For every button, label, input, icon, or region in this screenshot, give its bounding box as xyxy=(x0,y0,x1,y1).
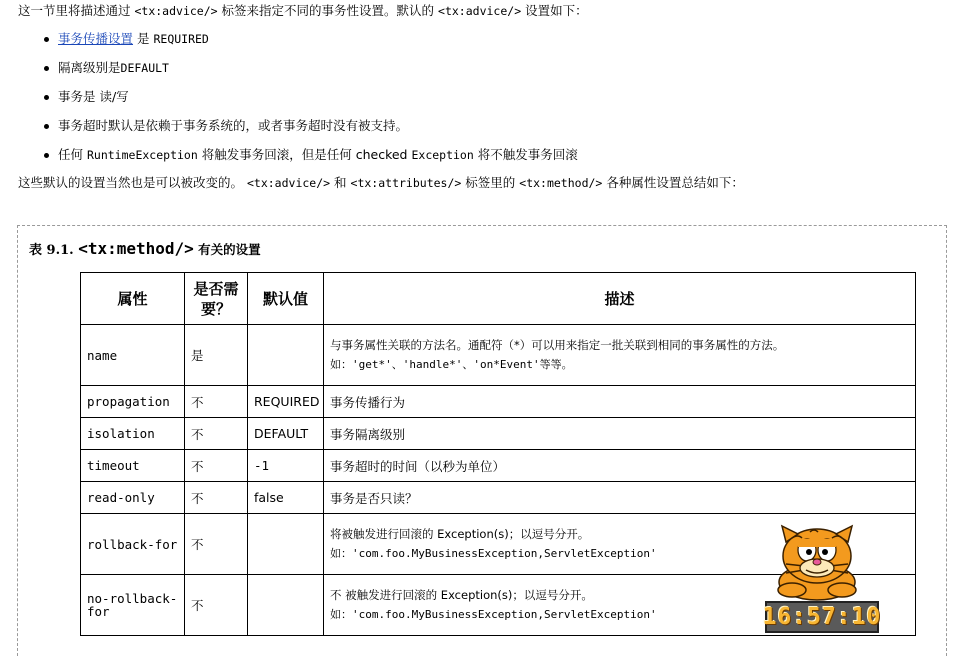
cell-default: false xyxy=(248,482,324,514)
table-row xyxy=(81,418,916,450)
cell-attr: read-only xyxy=(81,482,185,514)
clock-time: 16:57:10 xyxy=(762,604,882,630)
cell-desc: 事务超时的时间（以秒为单位） xyxy=(324,450,916,482)
cell-desc: 事务隔离级别 xyxy=(324,418,916,450)
cell-required: 不 xyxy=(185,418,248,450)
list-item: 事务超时默认是依赖于事务系统的，或者事务超时没有被支持。 xyxy=(18,117,578,146)
list-item: 事务是 读/写 xyxy=(18,88,578,117)
summary-paragraph: 这些默认的设置当然也是可以被改变的。 <tx:advice/> 和 <tx:attributes/> 标签里的 <tx:method/> 各种属性设置总结如下： xyxy=(18,175,744,190)
table-row xyxy=(81,325,916,386)
table-row xyxy=(81,450,916,482)
cell-required: 是 xyxy=(185,325,248,386)
table-caption: 表 9.1. <tx:method/> 有关的设置 xyxy=(29,239,261,258)
table-row xyxy=(81,386,916,418)
cell-desc: 将被触发进行回滚的 Exception(s)；以逗号分开。 如：'com.foo.MyBusinessException,ServletException' xyxy=(324,514,916,575)
cell-default xyxy=(248,575,324,636)
cell-required: 不 xyxy=(185,450,248,482)
defaults-list xyxy=(18,30,578,175)
table-header-row xyxy=(81,273,916,325)
cell-attr: timeout xyxy=(81,450,185,482)
cell-required: 不 xyxy=(185,386,248,418)
cell-default xyxy=(248,514,324,575)
cell-required: 不 xyxy=(185,514,248,575)
header-description: 描述 xyxy=(324,273,916,325)
cell-attr: rollback-for xyxy=(81,514,185,575)
header-attribute: 属性 xyxy=(81,273,185,325)
desktop-clock xyxy=(762,601,882,633)
propagation-link[interactable]: 事务传播设置 xyxy=(58,31,134,46)
cell-default: REQUIRED xyxy=(248,386,324,418)
cell-attr: no-rollback-for xyxy=(81,575,185,636)
garfield-mascot-icon xyxy=(770,520,865,602)
cell-desc: 不 被触发进行回滚的 Exception(s)；以逗号分开。 如：'com.foo.MyBusinessException,ServletException' xyxy=(324,575,916,636)
cell-default: -1 xyxy=(248,450,324,482)
header-default: 默认值 xyxy=(248,273,324,325)
list-item: 事务传播设置 是 REQUIRED xyxy=(18,30,578,59)
cell-attr: isolation xyxy=(81,418,185,450)
intro-paragraph: 这一节里将描述通过 <tx:advice/> 标签来指定不同的事务性设置。默认的 <tx:advice/> 设置如下： xyxy=(18,3,588,18)
cell-attr: name xyxy=(81,325,185,386)
header-required: 是否需要？ xyxy=(185,273,248,325)
cell-desc: 事务是否只读？ xyxy=(324,482,916,514)
cell-required: 不 xyxy=(185,575,248,636)
list-item: 任何 RuntimeException 将触发事务回滚，但是任何 checked Exception 将不触发事务回滚 xyxy=(18,146,578,175)
table-row xyxy=(81,482,916,514)
cell-desc: 与事务属性关联的方法名。通配符（*）可以用来指定一批关联到相同的事务属性的方法。 如：'get*'、'handle*'、'on*Event'等等。 xyxy=(324,325,916,386)
cell-default: DEFAULT xyxy=(248,418,324,450)
cell-required: 不 xyxy=(185,482,248,514)
cell-desc: 事务传播行为 xyxy=(324,386,916,418)
cell-default xyxy=(248,325,324,386)
list-item: 隔离级别是DEFAULT xyxy=(18,59,578,88)
cell-attr: propagation xyxy=(81,386,185,418)
